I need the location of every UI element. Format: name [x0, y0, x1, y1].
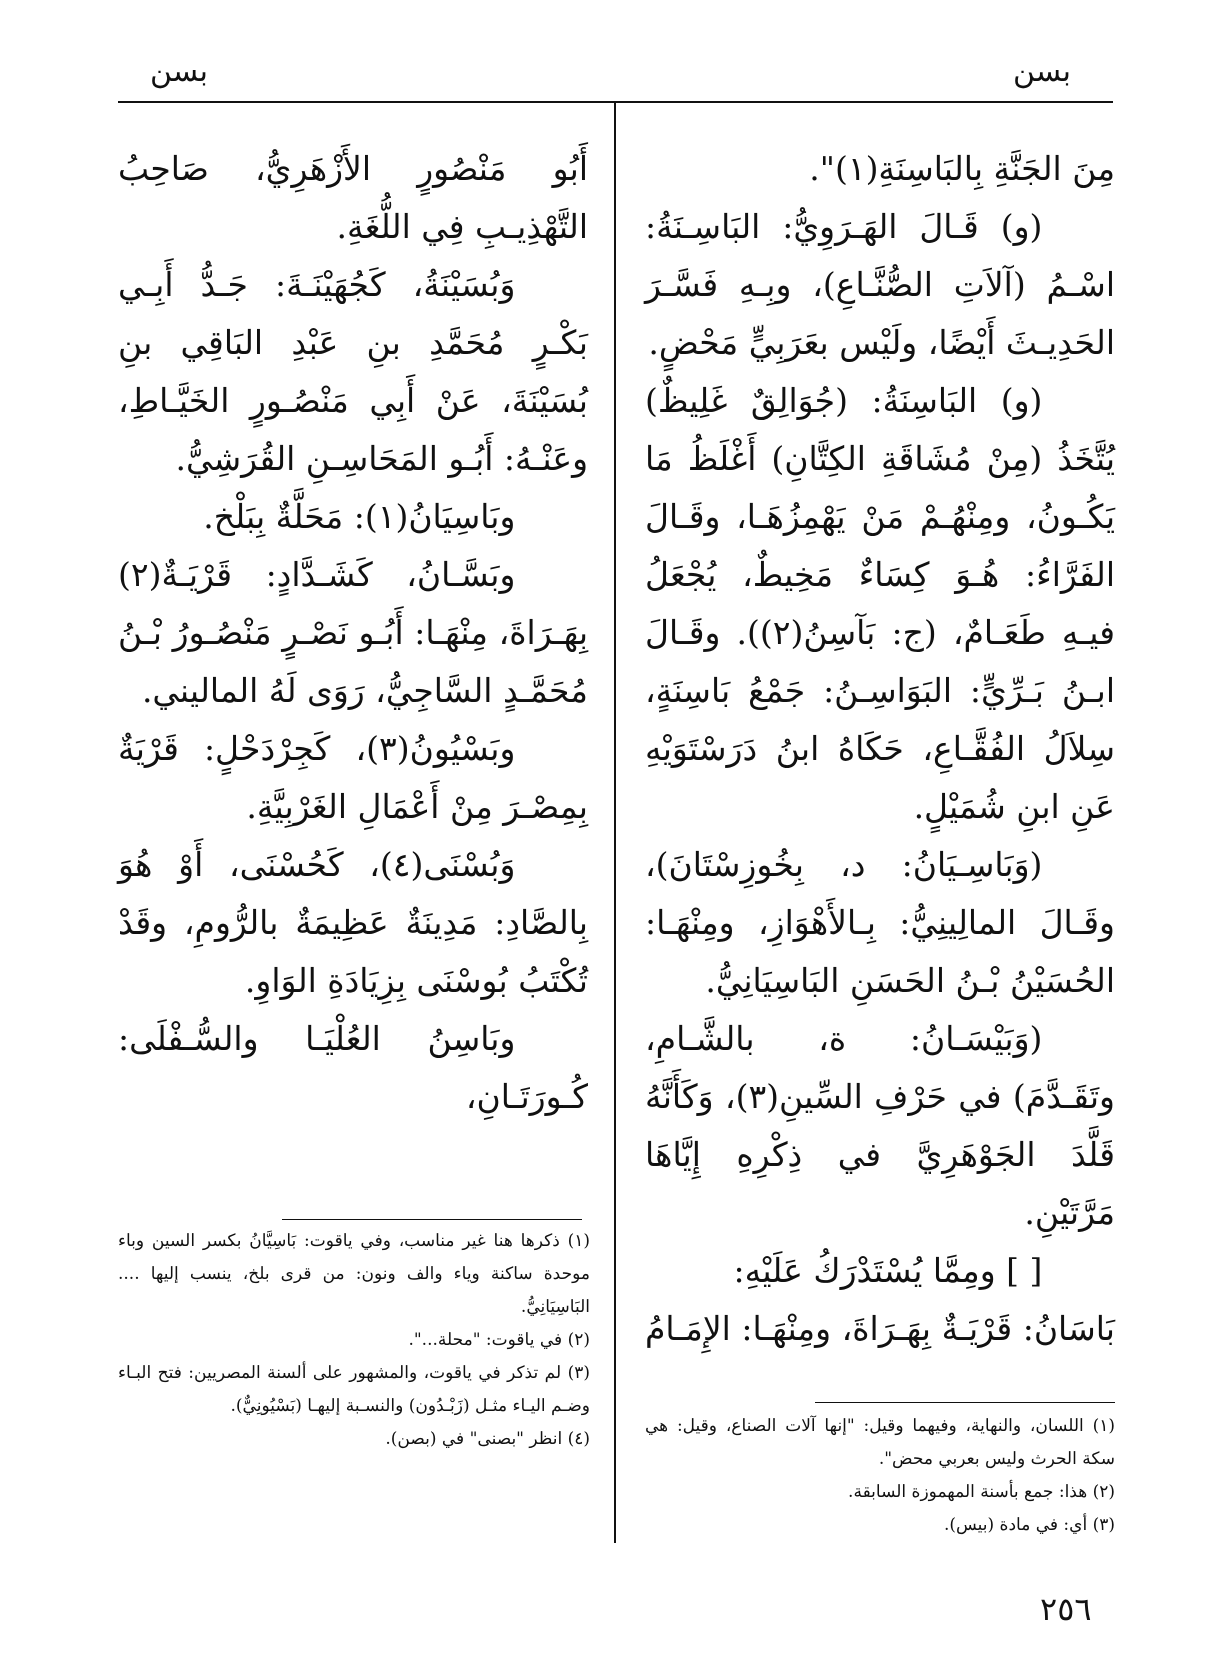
footnote: (١) ذكرها هنا غير مناسب، وفي ياقوت: بَاسِيَّانُ بكسر السين وباء موحدة ساكنة وياء والف ونون: من قرى بلخ، ينسب إليها .... البَاسِيَانِيُّ.: [118, 1231, 590, 1317]
paragraph: (و) البَاسِنَةُ: (جُوَالِقٌ غَلِيظٌ) يُتَّخَذُ (مِنْ مُشَاقَةِ الكِتَّانِ) أَغْلَظُ مَا يَكُـونُ، ومِنْهُـمْ مَنْ يَهْمِزُهَـا، وقَـالَ الفَرَّاءُ: هُـوَ كِسَاءٌ مَخِيطٌ، يُجْعَلُ فيـهِ طَعَـامٌ، (ج: بَآسِنُ(٢)). وقَـالَ ابـنُ بَـرِّيٍّ: البَوَاسِـنُ: جَمْعُ بَاسِنَةٍ، سِلاَلُ الفُقَّـاعِ، حَكَاهُ ابنُ دَرَسْتَوَيْهِ عَنِ ابنِ شُمَيْلٍ.: [645, 381, 1116, 826]
right-column: [645, 140, 1115, 1358]
footnote-rule-left: [282, 1219, 582, 1220]
paragraph: (وَبَيْسَـانُ: ة، بالشَّـامِ، وتَقَـدَّمَ) في حَرْفِ السِّينِ(٣)، وَكَأَنَّهُ قَلَّدَ الجَوْهَرِيَّ في ذِكْرِهِ إِيَّاهَا مَرَّتَيْنِ.: [645, 1019, 1115, 1232]
running-header-right: بسن: [1013, 54, 1071, 89]
footnotes-right: [645, 1410, 1115, 1542]
footnote: (٢) هذا: جمع بأسنة المهموزة السابقة.: [848, 1482, 1115, 1502]
running-header-left: بسن: [150, 54, 208, 89]
paragraph: وَبُسْنَى(٤)، كَحُسْنَى، أَوْ هُوَ بِالصَّادِ: مَدِينَةٌ عَظِيمَةٌ بالرُّومِ، وقَدْ تُكْتَبُ بُوسْنَى بِزِيَادَةِ الوَاوِ.: [118, 845, 588, 1000]
paragraph: مِنَ الجَنَّةِ بِالبَاسِنَةِ(١)".: [809, 149, 1115, 188]
paragraph: وبَسَّـانُ، كَشَـدَّادٍ: قَرْيَـةٌ(٢) بِهَـرَاةَ، مِنْهَـا: أَبُـو نَصْـرٍ مَنْصُـورُ بْـنُ مُحَمَّـدٍ السَّاجِيُّ، رَوَى لَهُ الماليني.: [118, 555, 588, 710]
footnote: (٤) انظر "بصنى" في (بصن).: [385, 1429, 590, 1449]
paragraph: أَبُو مَنْصُورٍ الأَزْهَرِيُّ، صَاحِبُ التَّهْذِيـبِ فِي اللُّغَةِ.: [118, 149, 588, 246]
footnote-rule-right: [815, 1402, 1115, 1403]
footnote: (٣) لم تذكر في ياقوت، والمشهور على ألسنة المصريين: فتح البـاء وضـم اليـاء مثـل (زَبْـدُون) والنسـبة إليهـا (بَسْيُونِيٌّ).: [118, 1363, 590, 1416]
paragraph: (و) قَـالَ الهَـرَوِيُّ: البَاسِـنَةُ: اسْـمُ (آلاَتِ الصُّنَّـاعِ)، وبِـهِ فَسَّـرَ الحَدِيـثَ أَيْضًا، ولَيْس بعَرَبِيٍّ مَحْضٍ.: [645, 207, 1115, 362]
paragraph: [ ] ومِمَّا يُسْتَدْرَكُ عَلَيْهِ:: [733, 1251, 1043, 1290]
paragraph: بَاسَانُ: قَرْيَـةٌ بِهَـرَاةَ، ومِنْهَـا: الإِمَـامُ: [645, 1309, 1115, 1348]
paragraph: (وَبَاسِـيَانُ: د، بِخُوزِسْتَانَ)، وقَـالَ المالِينِيُّ: بِـالأَهْوَازِ، ومِنْهَـا: الحُسَيْنُ بْـنُ الحَسَنِ البَاسِيَانِيُّ.: [645, 845, 1115, 1000]
footnotes-left: [118, 1225, 590, 1456]
footnote: (٢) في ياقوت: "محلة...".: [408, 1330, 590, 1350]
paragraph: وَبُسَيْنَةُ، كَجُهَيْنَـةَ: جَـدُّ أَبِـي بَكْـرٍ مُحَمَّدِ بنِ عَبْدِ البَاقِي بنِ بُسَيْنَةَ، عَنْ أَبِي مَنْصُـورٍ الخَيَّـاطِ، وعَنْـهُ: أَبُـو المَحَاسِـنِ القُرَشِيُّ.: [118, 265, 588, 478]
paragraph: وبَاسِيَانُ(١): مَحَلَّةٌ بِبَلْخ.: [203, 497, 516, 536]
footnote: (١) اللسان، والنهاية، وفيهما وقيل: "إنها آلات الصناع، وقيل: هي سكة الحرث وليس بعربي محض".: [645, 1416, 1115, 1469]
paragraph: وبَسْيُونُ(٣)، كَجِرْدَحْلٍ: قَرْيَةٌ بِمِصْـرَ مِنْ أَعْمَالِ الغَرْبِيَّةِ.: [118, 729, 588, 826]
page-number: ٢٥٦: [1040, 1590, 1092, 1628]
footnote: (٣) أي: في مادة (بيس).: [943, 1515, 1115, 1535]
left-column: [118, 140, 588, 1126]
column-divider: [614, 103, 616, 1543]
paragraph: وبَاسِنُ العُلْيَـا والسُّـفْلَى: كُـورَتَـانِ،: [118, 1019, 588, 1116]
